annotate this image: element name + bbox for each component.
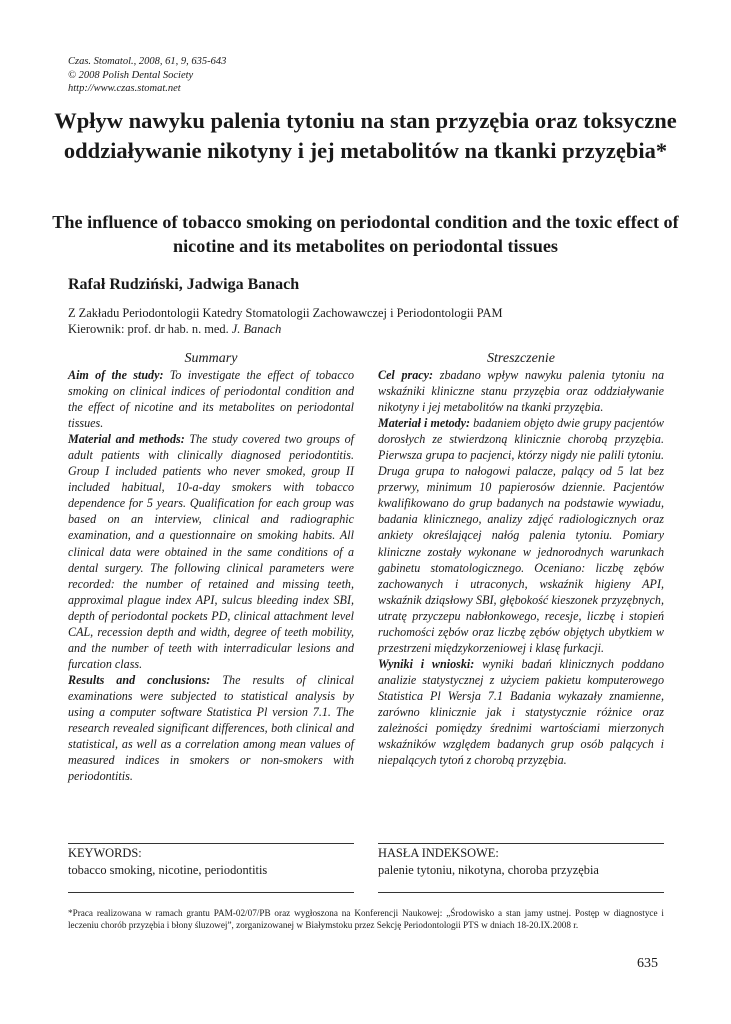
hasla-text: palenie tytoniu, nikotyna, choroba przyzębia (378, 862, 599, 877)
hasla-block (378, 845, 664, 878)
summary-aim (68, 367, 354, 431)
journal-url-line[interactable]: http://www.czas.stomat.net (68, 83, 181, 94)
keywords-block (68, 845, 354, 878)
streszczenie-aim-text: zbadano wpływ nawyku palenia tytoniu na wskaźniki kliniczne stanu przyzębia oraz oddziaływanie nikotyny i jej metabolitów na tkanki przyzębia. (378, 368, 665, 415)
streszczenie-methods-label: Materiał i metody: (378, 416, 471, 431)
streszczenie-aim-label: Cel pracy: (378, 368, 434, 382)
streszczenie-methods-text: badaniem objęto dwie grupy pacjentów dorosłych ze stwierdzoną klinicznie chorobą przyzębia. Pierwsza grupa to pacjenci, którzy nigdy nie palili tytoniu. Druga grupa to nałogowi palacze, palący od 5 lat bez przerwy, minimum 10 papierosów dziennie. Pacjentów kwalifikowano do grup badanych na podstawie wywiadu, badania klinicznego, analizy zdjęć radiologicznych oraz ankiety określającej nałóg palenia tytoniu. Pomiary kliniczne zostały wykonane w jednorodnych warunkach gabinetu stomatologicznego. Oceniano: liczbę zębów zachowanych i utraconych, wskaźnik higieny API, wskaźnik dziąsłowy SBI, głębokość kieszonek przyzębnych, utratę przyczepu nabłonkowego, recesje, liczbę i stopień ruchomości zębów oraz liczbę zębów objętych ubytkiem w przestrzeni międzykorzeniowej i klasę furkacji. (378, 416, 664, 655)
summary-aim-text: To investigate the effect of tobacco smoking on clinical indices of periodontal condition and the effect of nicotine and its metabolites on periodontal tissues. (68, 368, 354, 431)
journal-citation-line: Czas. Stomatol., 2008, 61, 9, 635-643 (68, 56, 227, 67)
affiliation-department: Z Zakładu Periodontologii Katedry Stomatologii Zachowawczej i Periodontologii PAM (68, 306, 503, 320)
summary-methods-label: Material and methods: (68, 432, 185, 447)
summary-methods-text: The study covered two groups of adult patients with clinically diagnosed periodontitis. Group I included patients who never smoked, group II included habitual, 10-a-day smokers with tobacco dependence for 5 years. Qualification for each group was based on an interview, clinical and radiographic examination, and a questionnaire on smoking habits. All clinical data were obtained in the same conditions of a dental surgery. The following clinical parameters were recorded: the number of retained and missing teeth, approximal plague index API, sulcus bleeding index SBI, depth of periodontal pockets PD, clinical attachment level CAL, recession depth and width, degree of teeth mobility, and the number of teeth with interradicular lesions and furcation class. (68, 432, 354, 671)
summary-aim-label: Aim of the study: (68, 368, 164, 382)
summary-results-text: The results of clinical examinations were subjected to statistical analysis by using a computer software Statistica Pl version 7.1. The research revealed significant differences, both clinical and statistical, as well as a correlation among mean values of measured indices in smokers or non-smokers with periodontitis. (68, 672, 354, 784)
keywords-text: tobacco smoking, nicotine, periodontitis (68, 862, 268, 877)
streszczenie-column (378, 350, 664, 768)
summary-results (68, 672, 354, 784)
streszczenie-methods (378, 415, 664, 656)
affiliation (68, 305, 503, 337)
hasla-top-rule (378, 843, 664, 844)
streszczenie-results-text: wyniki badań klinicznych poddano analizie statystycznej z użyciem pakietu komputerowego Statistica Pl Wersja 7.1 Badania wykazały znamienne, zarówno klinicznie jak i statystycznie różnice oraz zależności pomiędzy średnimi wartościami mierzonych wskaźników względem badanych grup osób palących i niepalących tytoń z chorobą przyzębia. (378, 656, 665, 768)
summary-heading: Summary (184, 351, 238, 366)
title-polish: Wpływ nawyku palenia tytoniu na stan przyzębia oraz toksyczne oddziaływanie nikotyny i jej metabolitów na tkanki przyzębia* (54, 108, 677, 163)
streszczenie-heading: Streszczenie (487, 351, 555, 366)
keywords-bottom-rule (68, 892, 354, 893)
title-english: The influence of tobacco smoking on periodontal condition and the toxic effect of nicotine and its metabolites on periodontal tissues (52, 212, 679, 256)
keywords-top-rule (68, 843, 354, 844)
authors: Rafał Rudziński, Jadwiga Banach (68, 276, 300, 293)
streszczenie-aim (378, 367, 664, 415)
affiliation-head (68, 321, 503, 337)
page-number: 635 (637, 956, 658, 971)
streszczenie-results (378, 656, 664, 768)
affiliation-head-prefix: Kierownik: prof. dr hab. n. med. (68, 322, 232, 336)
footnote: *Praca realizowana w ramach grantu PAM-02/07/PB oraz wygłoszona na Konferencji Naukowej: „Środowisko a stan jamy ustnej. Postęp w diagnostyce i leczeniu chorób przyzębia i błony śluzowej”, zorganizowanej w Białymstoku przez Sekcję Periodontologii PTS w dniach 18-20.IX.2008 r. (68, 908, 664, 931)
summary-column (68, 350, 354, 784)
journal-copyright-line: © 2008 Polish Dental Society (68, 69, 194, 81)
affiliation-head-name: J. Banach (231, 322, 282, 336)
hasla-bottom-rule (378, 892, 664, 893)
keywords-label: KEYWORDS: (68, 846, 142, 860)
journal-citation (68, 55, 226, 96)
summary-methods (68, 431, 354, 672)
hasla-label: HASŁA INDEKSOWE: (378, 846, 499, 860)
streszczenie-results-label: Wyniki i wnioski: (378, 656, 475, 671)
summary-results-label: Results and conclusions: (68, 672, 211, 687)
